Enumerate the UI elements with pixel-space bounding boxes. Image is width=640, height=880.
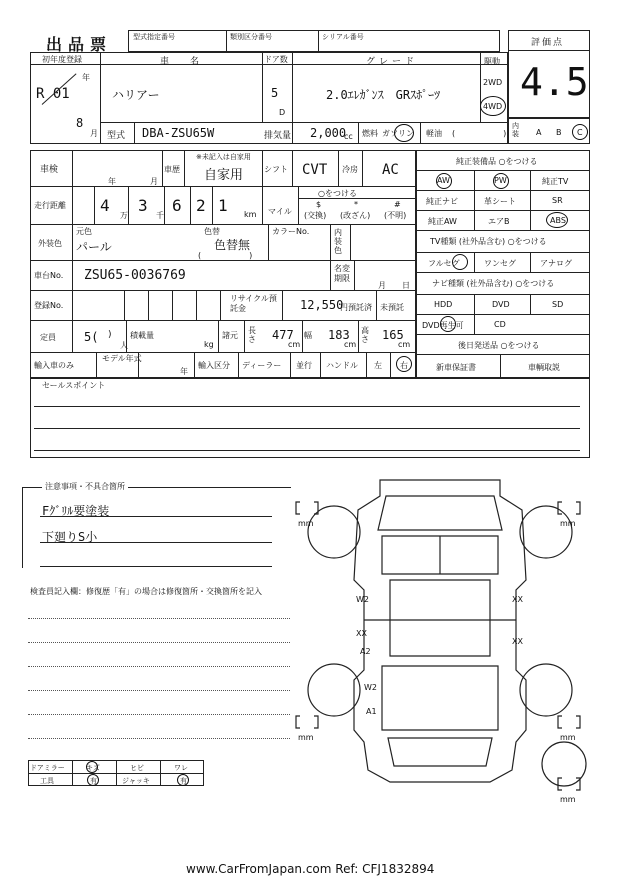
tv-analog: アナログ [540, 259, 572, 268]
model-year-unit: 年 [180, 367, 188, 376]
height-label: 高さ [361, 326, 369, 344]
height-value: 165 [382, 328, 404, 342]
equip-pw: PW [494, 176, 507, 185]
recycle-label: リサイクル預託金 [230, 294, 277, 313]
equip-alu-wheels: 純正AW [428, 217, 457, 226]
handle-label: ハンドル [326, 361, 358, 370]
repaint-label: 色替 [204, 227, 220, 236]
model-year-label: モデル年式 [102, 354, 142, 363]
model-value: DBA-ZSU65W [142, 126, 215, 140]
serial-number-label: シリアル番号 [322, 33, 364, 41]
width-value: 183 [328, 328, 350, 342]
fuel-circle [394, 124, 414, 142]
tools-yes: 有 [90, 777, 97, 785]
name-change-day: 日 [402, 281, 410, 290]
navi-dvd-playback: DVD再生可 [422, 321, 464, 330]
footer-watermark: www.CarFromJapan.com Ref: CFJ1832894 [186, 862, 435, 876]
mm-rear-right: mm [560, 733, 576, 742]
damage-a1: A1 [366, 707, 377, 716]
interior-b: B [556, 128, 562, 137]
height-cm: cm [398, 340, 411, 349]
interior-c-circle [572, 124, 588, 140]
equip-sr: SR [552, 196, 563, 205]
navi-dvd-playback-circle [440, 316, 456, 332]
unit-man: 万 [120, 211, 128, 220]
history-value: 自家用 [204, 168, 244, 183]
navi-dvd: DVD [492, 300, 510, 309]
mileage-mark-note: ○をつける [318, 189, 357, 198]
history-label: 車歴 [164, 165, 180, 174]
swap-symbol: $ [316, 200, 322, 209]
fuel-gasoline: ガソリン [382, 129, 414, 138]
fuel-paren: ( ) [452, 129, 507, 138]
chassis-value: ZSU65-0036769 [84, 268, 186, 283]
width-label: 幅 [304, 331, 312, 340]
rating-value: 4.5 [520, 60, 589, 104]
inspection-label: 車検 [40, 165, 59, 175]
equip-abs-circle [546, 212, 568, 228]
first-reg-label: 初年度登録 [42, 55, 82, 64]
interior-c: C [577, 128, 583, 137]
sales-point-box [30, 378, 590, 458]
chassis-label: 車台No. [34, 271, 64, 280]
damage-xx-left: XX [356, 629, 367, 638]
capacity-close: ) [108, 330, 112, 340]
import-category-label: 輸入区分 [198, 361, 230, 370]
equip-airbag: エアB [488, 217, 510, 226]
warranty-book: 新車保証書 [436, 363, 476, 372]
mile-label: マイル [268, 207, 292, 216]
vehicle-manual: 車輌取説 [528, 363, 560, 372]
grade-label: グレード [366, 57, 419, 67]
interior-a: A [536, 128, 542, 137]
capacity-value: 5( [84, 330, 99, 344]
mirror-crack: ヒビ [130, 764, 144, 772]
mileage-digit-1: 4 [100, 196, 110, 215]
equip-aw-circle [436, 173, 452, 189]
month-unit: 月 [90, 129, 98, 138]
left-hand-option: 左 [374, 361, 382, 370]
light-oil-label: 軽油 [426, 129, 442, 138]
repaint-value: 色替無 [214, 238, 251, 252]
first-reg-year: R 01 [36, 86, 70, 102]
damage-a2: A2 [360, 647, 371, 656]
color-no-label: カラーNo. [272, 227, 310, 236]
equip-pw-circle [493, 173, 509, 189]
displacement-value: 2,000 [310, 126, 347, 140]
unit-sen: 千 [156, 211, 164, 220]
cc-unit: cc [344, 132, 353, 141]
unknown-symbol: # [394, 200, 401, 209]
tv-fullseg: フルセグ [428, 259, 460, 268]
type-designation-label: 型式指定番号 [133, 33, 175, 41]
capacity-label: 定員 [40, 333, 56, 342]
notes-title: 注意事項・不具合箇所 [42, 481, 128, 492]
load-label: 積載量 [130, 331, 154, 340]
recycle-value: 12,550 [300, 298, 344, 312]
parallel-option: 並行 [296, 361, 312, 370]
undeposited: 未預託 [380, 303, 404, 312]
note-line-2: 下廻りS小 [42, 530, 98, 544]
navi-cd: CD [494, 320, 506, 329]
mileage-digit-2: 3 [138, 196, 148, 215]
drive-4wd-circle [480, 96, 506, 116]
jack-yes: 有 [180, 777, 187, 785]
reg-no-label: 登録No. [34, 301, 64, 310]
person-unit: 人 [120, 341, 128, 350]
damage-xx-right-rear: XX [512, 637, 523, 646]
id-fields-box [128, 30, 500, 52]
length-cm: cm [288, 340, 301, 349]
drive-4wd: 4WD [483, 102, 503, 111]
inspector-note: 検査員記入欄：修復歴「有」の場合は修復箇所・交換箇所を記入 [30, 587, 262, 596]
drive-label: 駆動 [484, 57, 500, 66]
interior-label: 内装 [512, 122, 519, 138]
car-name-label: 車 名 [160, 57, 206, 67]
first-reg-month: 8 [76, 116, 84, 130]
exterior-color-label: 外装色 [38, 239, 62, 248]
deposit-note: 円預託済 [340, 303, 372, 312]
km-unit: km [244, 210, 257, 219]
shift-value: CVT [302, 162, 328, 178]
doors-value: 5 [271, 86, 279, 100]
mm-front-left: mm [298, 519, 314, 528]
tv-title: TV種類 (社外品含む) ○をつける [430, 237, 547, 246]
equip-title: 純正装備品 ○をつける [456, 157, 538, 166]
tamper-symbol: * [354, 200, 358, 209]
name-change-label: 名変期限 [334, 264, 350, 283]
model-label: 型式 [107, 131, 126, 141]
doors-label: ドア数 [264, 55, 288, 64]
tv-oneseg: ワンセグ [484, 259, 516, 268]
car-name: ハリアー [112, 88, 160, 102]
inspection-month: 月 [150, 177, 158, 186]
car-damage-diagram [290, 470, 590, 810]
ac-label: 冷房 [342, 165, 358, 174]
door-mirror-label: ドアミラー [30, 764, 65, 772]
jack-label: ジャッキ [122, 777, 150, 785]
name-change-month: 月 [378, 281, 386, 290]
unknown-label: (不明) [384, 211, 407, 220]
fuel-label: 燃料 [362, 129, 378, 138]
length-value: 477 [272, 328, 294, 342]
mileage-digit-3: 6 [172, 196, 182, 215]
navi-title: ナビ種類 (社外品含む) ○をつける [432, 279, 555, 288]
year-unit: 年 [82, 73, 90, 82]
grade-value: 2.0ｴﾚｶﾞﾝｽ GRｽﾎﾟｰﾂ [326, 88, 441, 102]
tools-yes-circle [87, 774, 99, 786]
import-label: 輸入車のみ [34, 361, 74, 370]
ac-value: AC [382, 162, 399, 178]
navi-hdd: HDD [434, 300, 453, 309]
equip-navi: 純正ナビ [426, 197, 458, 206]
mileage-digit-5: 1 [218, 196, 228, 215]
mileage-label: 走行距離 [34, 201, 66, 210]
rating-label: 評価点 [531, 38, 565, 48]
drive-2wd: 2WD [483, 78, 503, 87]
repaint-paren: ( ) [198, 251, 253, 260]
equip-aw: AW [437, 176, 450, 185]
mm-rear-left: mm [298, 733, 314, 742]
orig-color-label: 元色 [76, 227, 92, 236]
mileage-digit-4: 2 [196, 196, 206, 215]
shift-label: シフト [264, 165, 288, 174]
width-cm: cm [344, 340, 357, 349]
mirror-scratch-circle [86, 761, 98, 773]
history-note: ※未記入は自家用 [196, 153, 251, 161]
right-hand-circle [396, 356, 412, 372]
navi-sd: SD [552, 300, 564, 309]
tools-label: 工具 [40, 777, 54, 785]
orig-color-value: パール [76, 240, 112, 254]
mm-spare: mm [560, 795, 576, 804]
damage-w2-rear: W2 [364, 683, 377, 692]
mirror-split: ワレ [174, 764, 188, 772]
sheet-title: 出品票 [46, 35, 113, 54]
damage-w2-left: W2 [356, 595, 369, 604]
equip-tv: 純正TV [542, 177, 569, 186]
door-type: D [279, 108, 286, 117]
mirror-scratch: キズ [86, 764, 100, 772]
sales-point-label: セールスポイント [42, 381, 106, 390]
inspection-year: 年 [108, 177, 116, 186]
tv-fullseg-circle [452, 254, 468, 270]
note-line-1: Fｸﾞﾘﾙ要塗装 [42, 504, 110, 518]
dealer-option: ディーラー [242, 361, 282, 370]
jack-yes-circle [177, 774, 189, 786]
kg-unit: kg [204, 340, 214, 349]
equip-abs: ABS [550, 216, 566, 225]
right-hand-option: 右 [400, 361, 408, 370]
damage-xx-right-front: XX [512, 595, 523, 604]
interior-color-label: 内装色 [334, 228, 342, 255]
equip-leather: 革シート [484, 197, 516, 206]
size-label: 諸元 [222, 331, 238, 340]
length-label: 長さ [248, 326, 256, 344]
category-number-label: 類別区分番号 [230, 33, 272, 41]
swap-label: (交換) [304, 211, 327, 220]
mm-front-right: mm [560, 519, 576, 528]
tamper-label: (改ざん) [340, 211, 371, 220]
later-title: 後日発送品 ○をつける [458, 341, 540, 350]
displacement-label: 排気量 [264, 131, 292, 141]
